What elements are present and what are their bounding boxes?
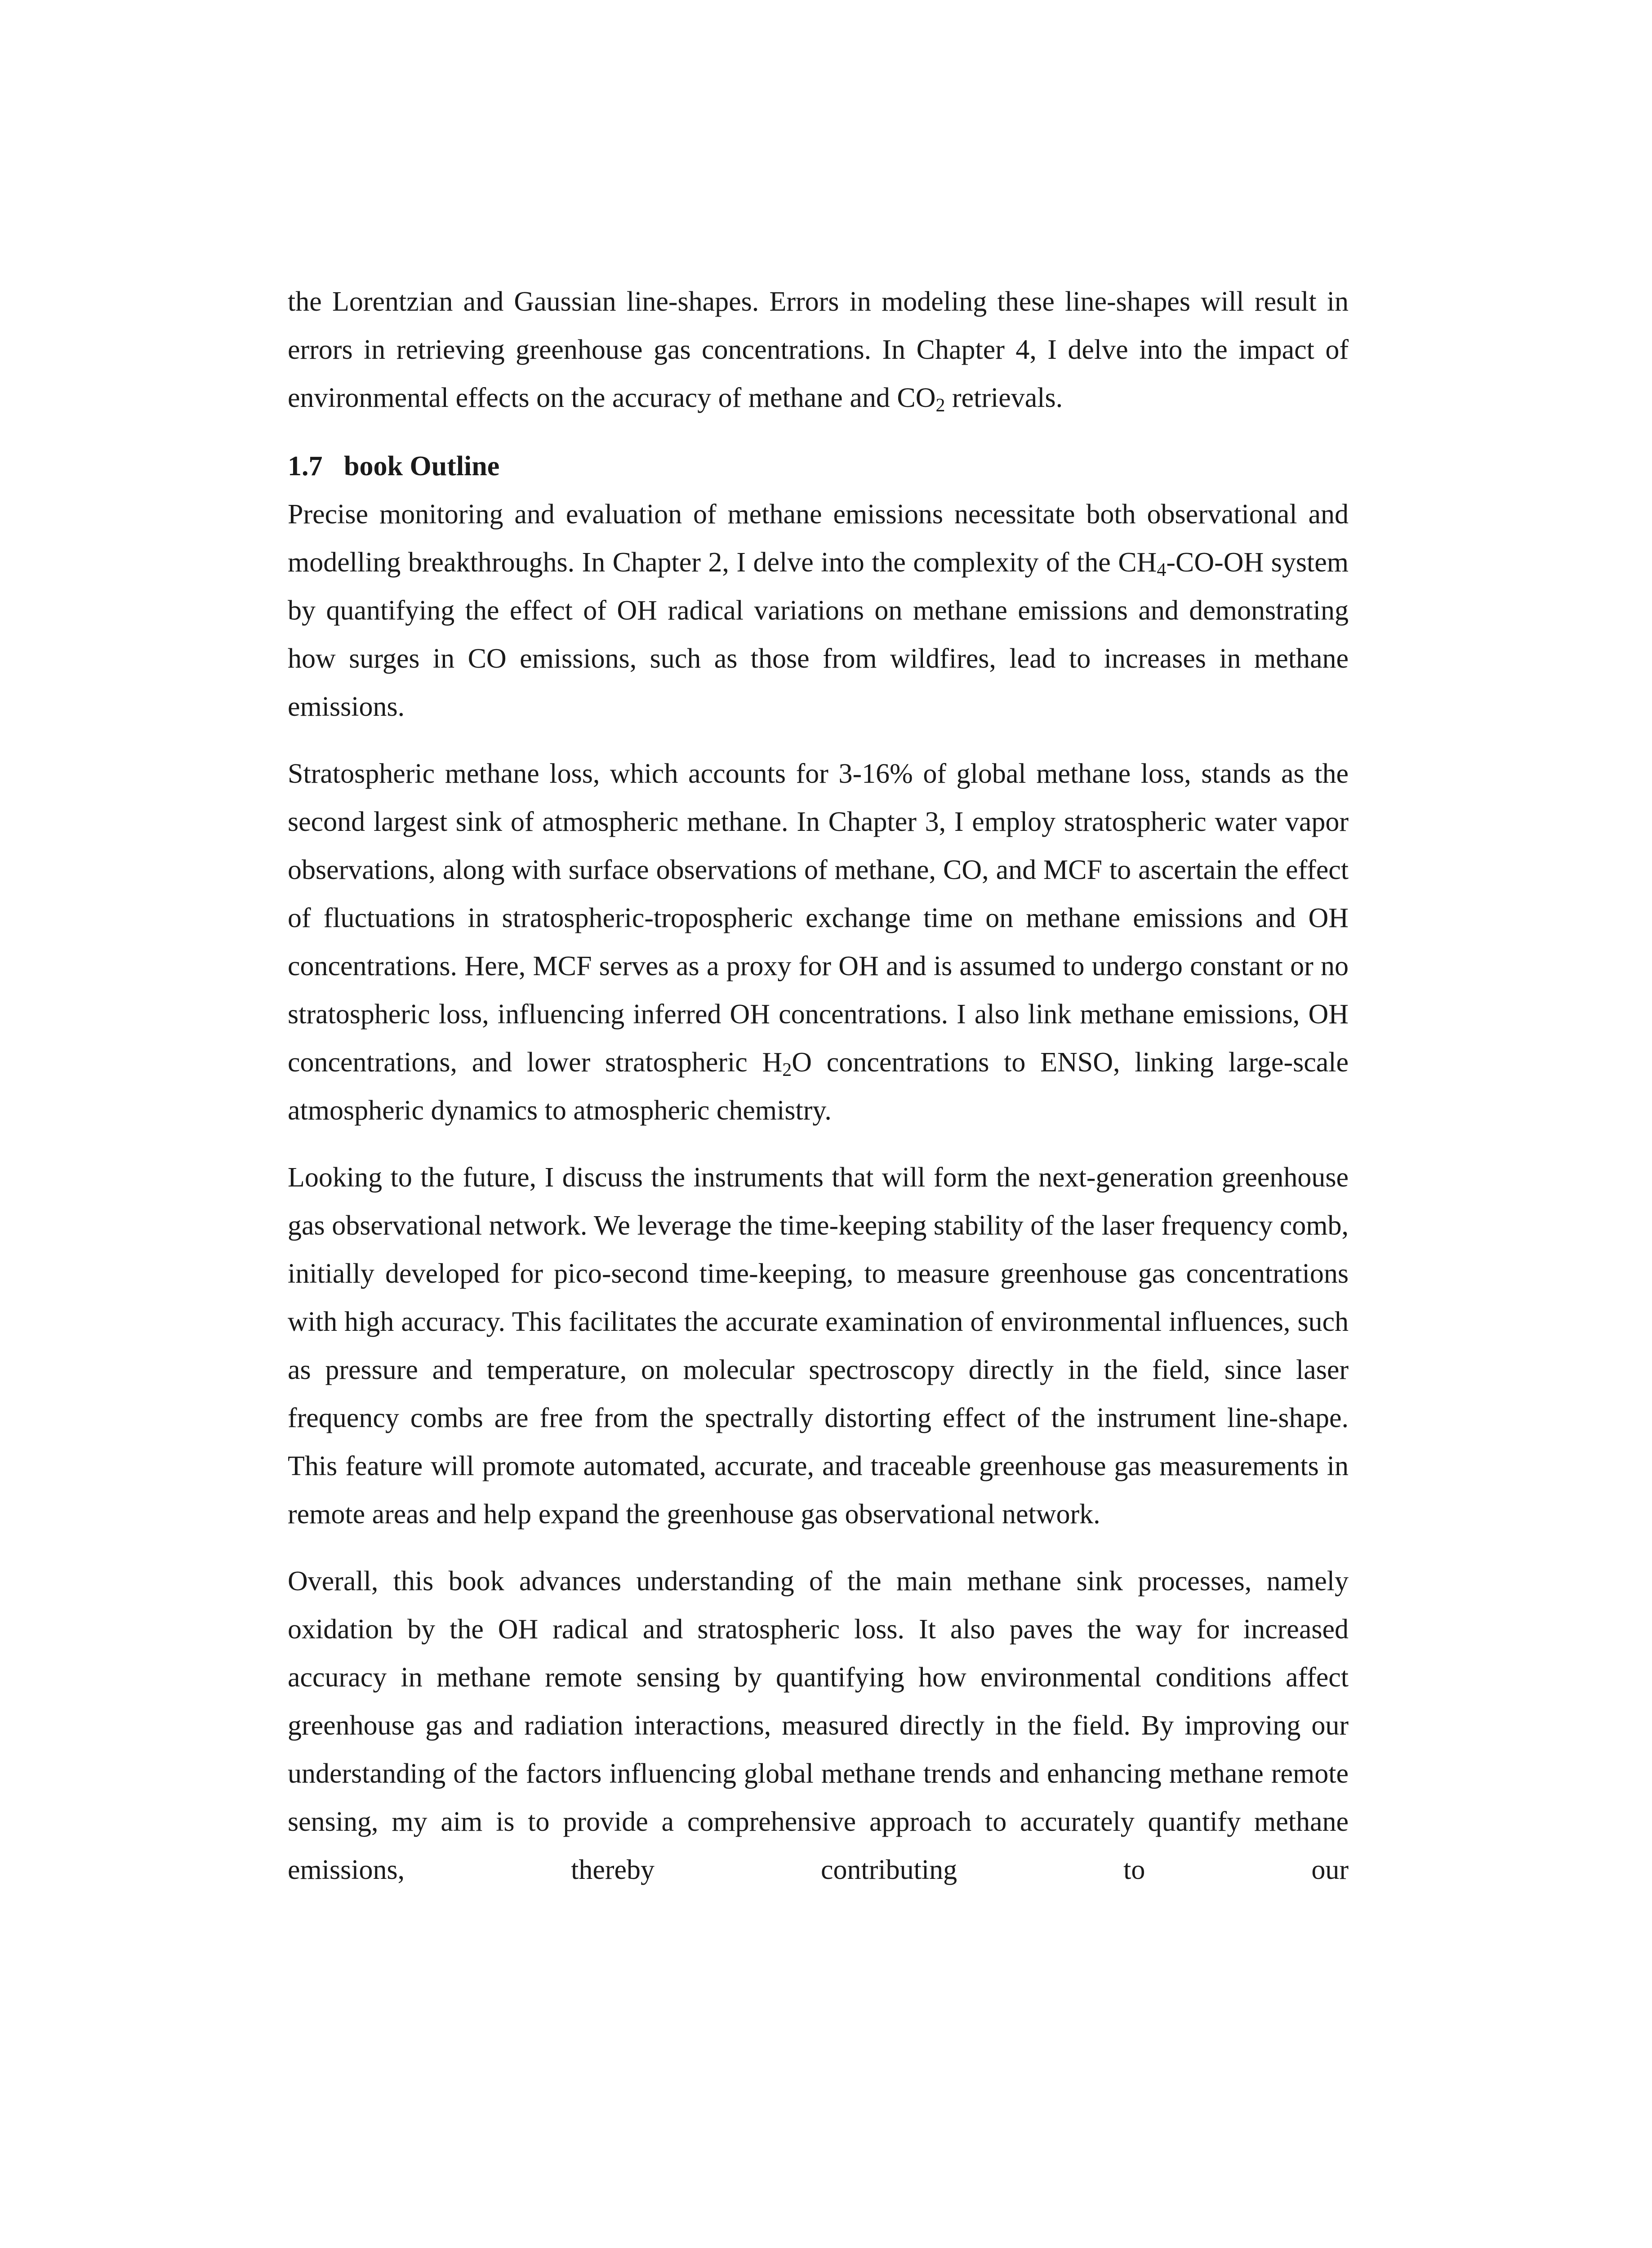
paragraph-text: O concentrations to ENSO, linking large-scale atmospheric dynamics to atmospheric chemistry. [288,1047,1349,1126]
paragraph-stratospheric [288,750,1349,1135]
section-title: book Outline [344,451,500,482]
paragraph-text: -CO-OH system by quantifying the effect of OH radical variations on methane emissions and demonstrating how surges in CO emissions, such as those from wildfires, lead to increases in methane emissions. [288,547,1349,722]
h2o-subscript: 2 [782,1060,792,1080]
paragraph-monitoring [288,491,1349,731]
paragraph-text: Stratospheric methane loss, which accounts for 3-16% of global methane loss, stands as the second largest sink of atmospheric methane. In Chapter 3, I employ stratospheric water vapor observations, along with surface observations of methane, CO, and MCF to ascertain the effect of fluctuations in stratospheric-tropospheric exchange time on methane emissions and OH concentrations. Here, MCF serves as a proxy for OH and is assumed to undergo constant or no stratospheric loss, influencing inferred OH concentrations. I also link methane emissions, OH concentrations, and lower stratospheric H [288,758,1349,1078]
section-number: 1.7 [288,451,323,482]
ch4-subscript: 4 [1157,560,1167,580]
paragraph-text: Precise monitoring and evaluation of methane emissions necessitate both observational and modelling breakthroughs. In Chapter 2, I delve into the complexity of the CH [288,499,1349,578]
intro-paragraph [288,278,1349,422]
section-heading [288,442,1349,491]
intro-text-end: retrievals. [945,383,1063,413]
paragraph-overall: Overall, this book advances understanding of the main methane sink processes, namely oxidation by the OH radical and stratospheric loss. It also paves the way for increased accuracy in methane remote sensing by quantifying how environmental conditions affect greenhouse gas and radiation interactions, measured directly in the field. By improving our understanding of the factors influencing global methane trends and enhancing methane remote sensing, my aim is to provide a comprehensive approach to accurately quantify methane emissions, thereby contributing to our [288,1566,1349,1885]
paragraph-future: Looking to the future, I discuss the instruments that will form the next-generation greenhouse gas observational network. We leverage the time-keeping stability of the laser frequency comb, initially developed for pico-second time-keeping, to measure greenhouse gas concentrations with high accuracy. This facilitates the accurate examination of environmental influences, such as pressure and temperature, on molecular spectroscopy directly in the field, since laser frequency combs are free from the spectrally distorting effect of the instrument line-shape. This feature will promote automated, accurate, and traceable greenhouse gas measurements in remote areas and help expand the greenhouse gas observational network. [288,1162,1349,1530]
co2-subscript: 2 [935,395,945,416]
page-body [288,278,1349,2211]
intro-text: the Lorentzian and Gaussian line-shapes. Errors in modeling these line-shapes will result in errors in retrieving greenhouse gas concentrations. In Chapter 4, I delve into the impact of environmental effects on the accuracy of methane and CO [288,286,1349,413]
